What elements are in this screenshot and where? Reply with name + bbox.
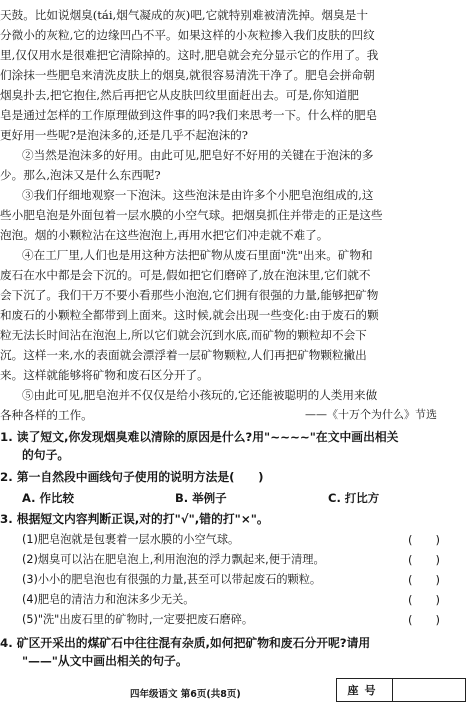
answer-blank-5[interactable]: ( ) xyxy=(408,613,440,627)
option-b[interactable]: B. 举例子 xyxy=(175,491,227,505)
passage-line: 烟臭扑去,把它抱住,然后再把它从皮肤凹纹里面赶出去。可是,你知道肥 xyxy=(0,88,359,102)
passage-line: 少。那么,泡沫又是什么东西呢? xyxy=(0,168,161,182)
passage-line: 更好用一些呢?是泡沫多的,还是几乎不起泡沫的? xyxy=(0,128,248,142)
question-1-cont: 的句子。 xyxy=(22,448,70,462)
question-4: 4. 矿区开采出的煤矿石中往往混有杂质,如何把矿物和废石分开呢?请用 xyxy=(0,636,371,650)
passage-line: 泡泡。烟的小颗粒沾在这些泡泡上,再用水把它们冲走就不难了。 xyxy=(0,228,329,242)
passage-line: 来。这样就能够将矿物和废石区分开了。 xyxy=(0,368,209,382)
answer-blank-1[interactable]: ( ) xyxy=(408,533,440,547)
judge-item-5: (5)"洗"出废石里的矿物时,一定要把废石磨碎。 xyxy=(22,613,254,626)
passage-line: 粒无法长时间沾在泡泡上,所以它们就会沉到水底,而矿物的颗粒却不会下 xyxy=(0,328,367,342)
passage-line: 们涂抹一些肥皂来清洗皮肤上的烟臭,就很容易清洗干净了。肥皂会拼命朝 xyxy=(0,68,375,82)
answer-blank-3[interactable]: ( ) xyxy=(408,573,440,587)
question-3: 3. 根据短文内容判断正误,对的打"√",错的打"×"。 xyxy=(0,512,269,526)
question-4-cont: "——"从文中画出相关的句子。 xyxy=(22,654,188,668)
seat-number-box xyxy=(336,678,466,702)
question-2: 2. 第一自然段中画线句子使用的说明方法是( ) xyxy=(0,470,264,484)
judge-item-1: (1)肥皂泡就是包裹着一层水膜的小空气球。 xyxy=(22,533,240,546)
question-1: 1. 读了短文,你发现烟臭难以清除的原因是什么?用"~~~~"在文中画出相关 xyxy=(0,430,399,444)
passage-line: ⑤由此可见,肥皂泡并不仅仅是给小孩玩的,它还能被聪明的人类用来做 xyxy=(22,388,378,402)
judge-item-4: (4)肥皂的清洁力和泡沫多少无关。 xyxy=(22,593,195,606)
passage-line: 沉。这样一来,水的表面就会漂浮着一层矿物颗粒,人们再把矿物颗粒撇出 xyxy=(0,348,367,362)
source-attribution: ——《十万个为什么》节选 xyxy=(305,408,437,421)
passage-line: ④在工厂里,人们也是用这种方法把矿物从废石里面"洗"出来。矿物和 xyxy=(22,248,373,262)
option-a[interactable]: A. 作比较 xyxy=(22,491,74,505)
seat-number-field[interactable] xyxy=(393,679,465,701)
judge-item-2: (2)烟臭可以沾在肥皂泡上,利用泡泡的浮力飘起来,便于清理。 xyxy=(22,553,325,566)
option-c[interactable]: C. 打比方 xyxy=(328,491,380,505)
passage-line: ②当然是泡沫多的好用。由此可见,肥皂好不好用的关键在于泡沫的多 xyxy=(22,148,374,162)
passage-line: 皂是通过怎样的工作原理做到这件事的吗?我们来思考一下。什么样的肥皂 xyxy=(0,108,378,122)
passage-line: 些小肥皂泡是外面包着一层水膜的小空气球。把烟臭抓住并带走的正是这些 xyxy=(0,208,383,222)
page-number: 四年级语文 第6页(共8页) xyxy=(130,689,241,700)
passage-line: 里,仅仅用水是很难把它清除掉的。这时,肥皂就会充分显示它的作用了。我 xyxy=(0,48,379,62)
answer-blank-4[interactable]: ( ) xyxy=(408,593,440,607)
passage-line: 分微小的灰粒,它的边缘凹凸不平。如果这样的小灰粒掺入我们皮肤的凹纹 xyxy=(0,28,375,42)
passage-line: 天鼓。比如说烟臭(tái,烟气凝成的灰)吧,它就特别难被清洗掉。烟臭是十 xyxy=(0,8,368,22)
passage-line: 会下沉了。我们干万不要小看那些小泡泡,它们拥有很强的力量,能够把矿物 xyxy=(0,288,379,302)
passage-line: 各种各样的工作。 xyxy=(0,408,93,422)
passage-line: 废石在水中都是会下沉的。可是,假如把它们磨碎了,放在泡沫里,它们就不 xyxy=(0,268,371,282)
answer-blank-2[interactable]: ( ) xyxy=(408,553,440,567)
passage-line: ③我们仔细地观察一下泡沫。这些泡沫是由许多个小肥皂泡组成的,这 xyxy=(22,188,374,202)
passage-line: 和废石的小颗粒全都带到上面来。这时候,就会出现一些变化:由于废石的颗 xyxy=(0,308,379,322)
seat-number-label: 座号 xyxy=(337,679,393,701)
judge-item-3: (3)小小的肥皂泡也有很强的力量,甚至可以带起废石的颗粒。 xyxy=(22,573,322,586)
